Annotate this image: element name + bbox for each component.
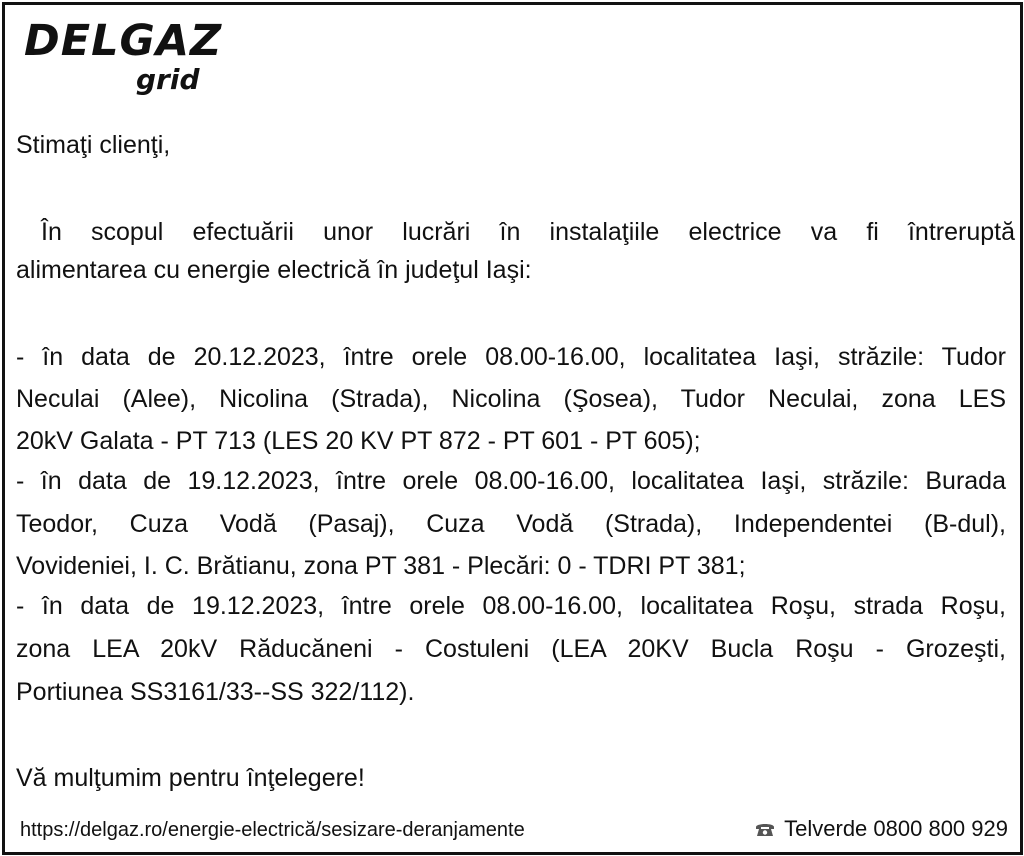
item-1-line-3: 20kV Galata - PT 713 (LES 20 KV PT 872 - PT 601 - PT 605); xyxy=(16,427,701,455)
item-1-line-2: Neculai (Alee), Nicolina (Strada), Nicolina (Şosea), Tudor Neculai, zona LES xyxy=(16,385,1006,413)
item-3-line-1: - în data de 19.12.2023, între orele 08.00-16.00, localitatea Roşu, strada Roşu, xyxy=(16,592,1006,620)
item-3-line-3: Portiunea SS3161/33--SS 322/112). xyxy=(16,678,415,706)
telephone-icon xyxy=(754,820,776,838)
website-link[interactable]: https://delgaz.ro/energie-electrică/sesizare-deranjamente xyxy=(20,819,525,841)
delgaz-grid-logo xyxy=(24,16,224,100)
item-2-line-1: - în data de 19.12.2023, între orele 08.00-16.00, localitatea Iaşi, străzile: Burada xyxy=(16,467,1006,495)
hotline-number: Telverde 0800 800 929 xyxy=(784,816,1008,841)
intro-line-1: În scopul efectuării unor lucrări în instalaţiile electrice va fi întreruptă xyxy=(41,218,1015,246)
hotline xyxy=(754,818,1008,840)
item-1-line-1: - în data de 20.12.2023, între orele 08.00-16.00, localitatea Iaşi, străzile: Tudor xyxy=(16,343,1006,371)
intro-line-2: alimentarea cu energie electrică în judeţul Iaşi: xyxy=(16,256,532,284)
greeting: Stimaţi clienţi, xyxy=(16,131,171,159)
logo-main-text: DELGAZ xyxy=(24,16,223,66)
item-3-line-2: zona LEA 20kV Răducăneni - Costuleni (LEA 20KV Bucla Roşu - Grozeşti, xyxy=(16,635,1006,663)
item-2-line-2: Teodor, Cuza Vodă (Pasaj), Cuza Vodă (Strada), Independentei (B-dul), xyxy=(16,510,1006,538)
closing-line: Vă mulţumim pentru înţelegere! xyxy=(16,764,365,792)
item-2-line-3: Vovideniei, I. C. Brătianu, zona PT 381 - Plecări: 0 - TDRI PT 381; xyxy=(16,552,746,580)
logo-sub-text: grid xyxy=(136,63,200,96)
